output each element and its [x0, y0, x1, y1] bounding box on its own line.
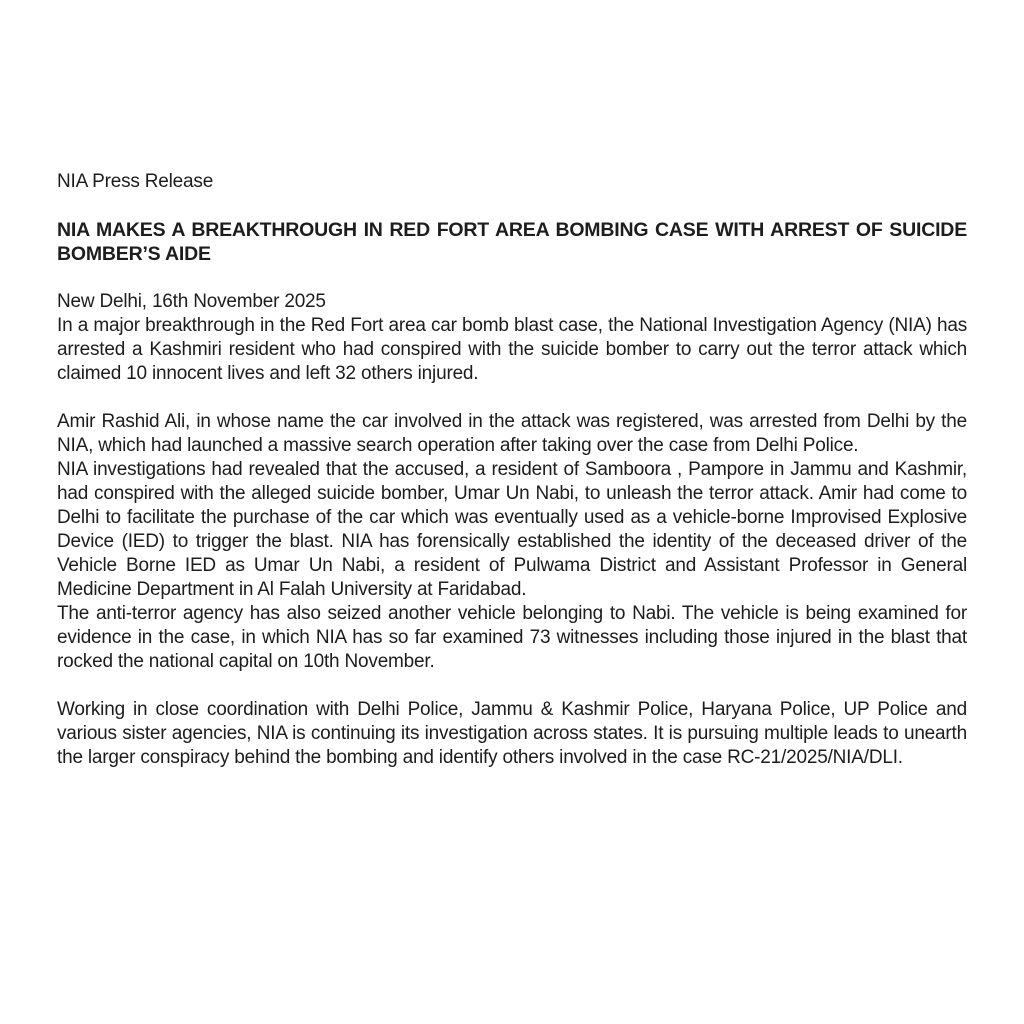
paragraph-lead: In a major breakthrough in the Red Fort area car bomb blast case, the National Investigation Agency (NIA) has arrested a Kashmiri resident who had conspired with the suicide bomber to carry out the terror attack which claimed 10 innocent lives and left 32 others injured. — [57, 315, 967, 384]
investigation-block — [57, 458, 967, 674]
dateline-lead-block — [57, 290, 967, 386]
paragraph-seized-vehicle: The anti-terror agency has also seized another vehicle belonging to Nabi. The vehicle is being examined for evidence in the case, in which NIA has so far examined 73 witnesses including those injured in the blast that rocked the national capital on 10th November. — [57, 603, 967, 672]
headline: NIA MAKES A BREAKTHROUGH IN RED FORT AREA BOMBING CASE WITH ARREST OF SUICIDE BOMBER’S AIDE — [57, 219, 967, 265]
paragraph-coordination: Working in close coordination with Delhi Police, Jammu & Kashmir Police, Haryana Police, UP Police and various sister agencies, NIA is continuing its investigation across states. It is pursuing multiple leads to unearth the larger conspiracy behind the bombing and identify others involved in the case RC-21/2025/NIA/DLI. — [57, 699, 967, 768]
document-label: NIA Press Release — [57, 171, 214, 192]
dateline: New Delhi, 16th November 2025 — [57, 291, 326, 312]
paragraph-investigation: NIA investigations had revealed that the accused, a resident of Samboora , Pampore in Jammu and Kashmir, had conspired with the alleged suicide bomber, Umar Un Nabi, to unleash the terror attack. Amir had come to Delhi to facilitate the purchase of the car which was eventually used as a vehicle-borne Improvised Explosive Device (IED) to trigger the blast. NIA has forensically established the identity of the deceased driver of the Vehicle Borne IED as Umar Un Nabi, a resident of Pulwama District and Assistant Professor in General Medicine Department in Al Falah University at Faridabad. — [57, 459, 967, 600]
paragraph-arrest: Amir Rashid Ali, in whose name the car involved in the attack was registered, was arrested from Delhi by the NIA, which had launched a massive search operation after taking over the case from Delhi Police. — [57, 411, 967, 456]
